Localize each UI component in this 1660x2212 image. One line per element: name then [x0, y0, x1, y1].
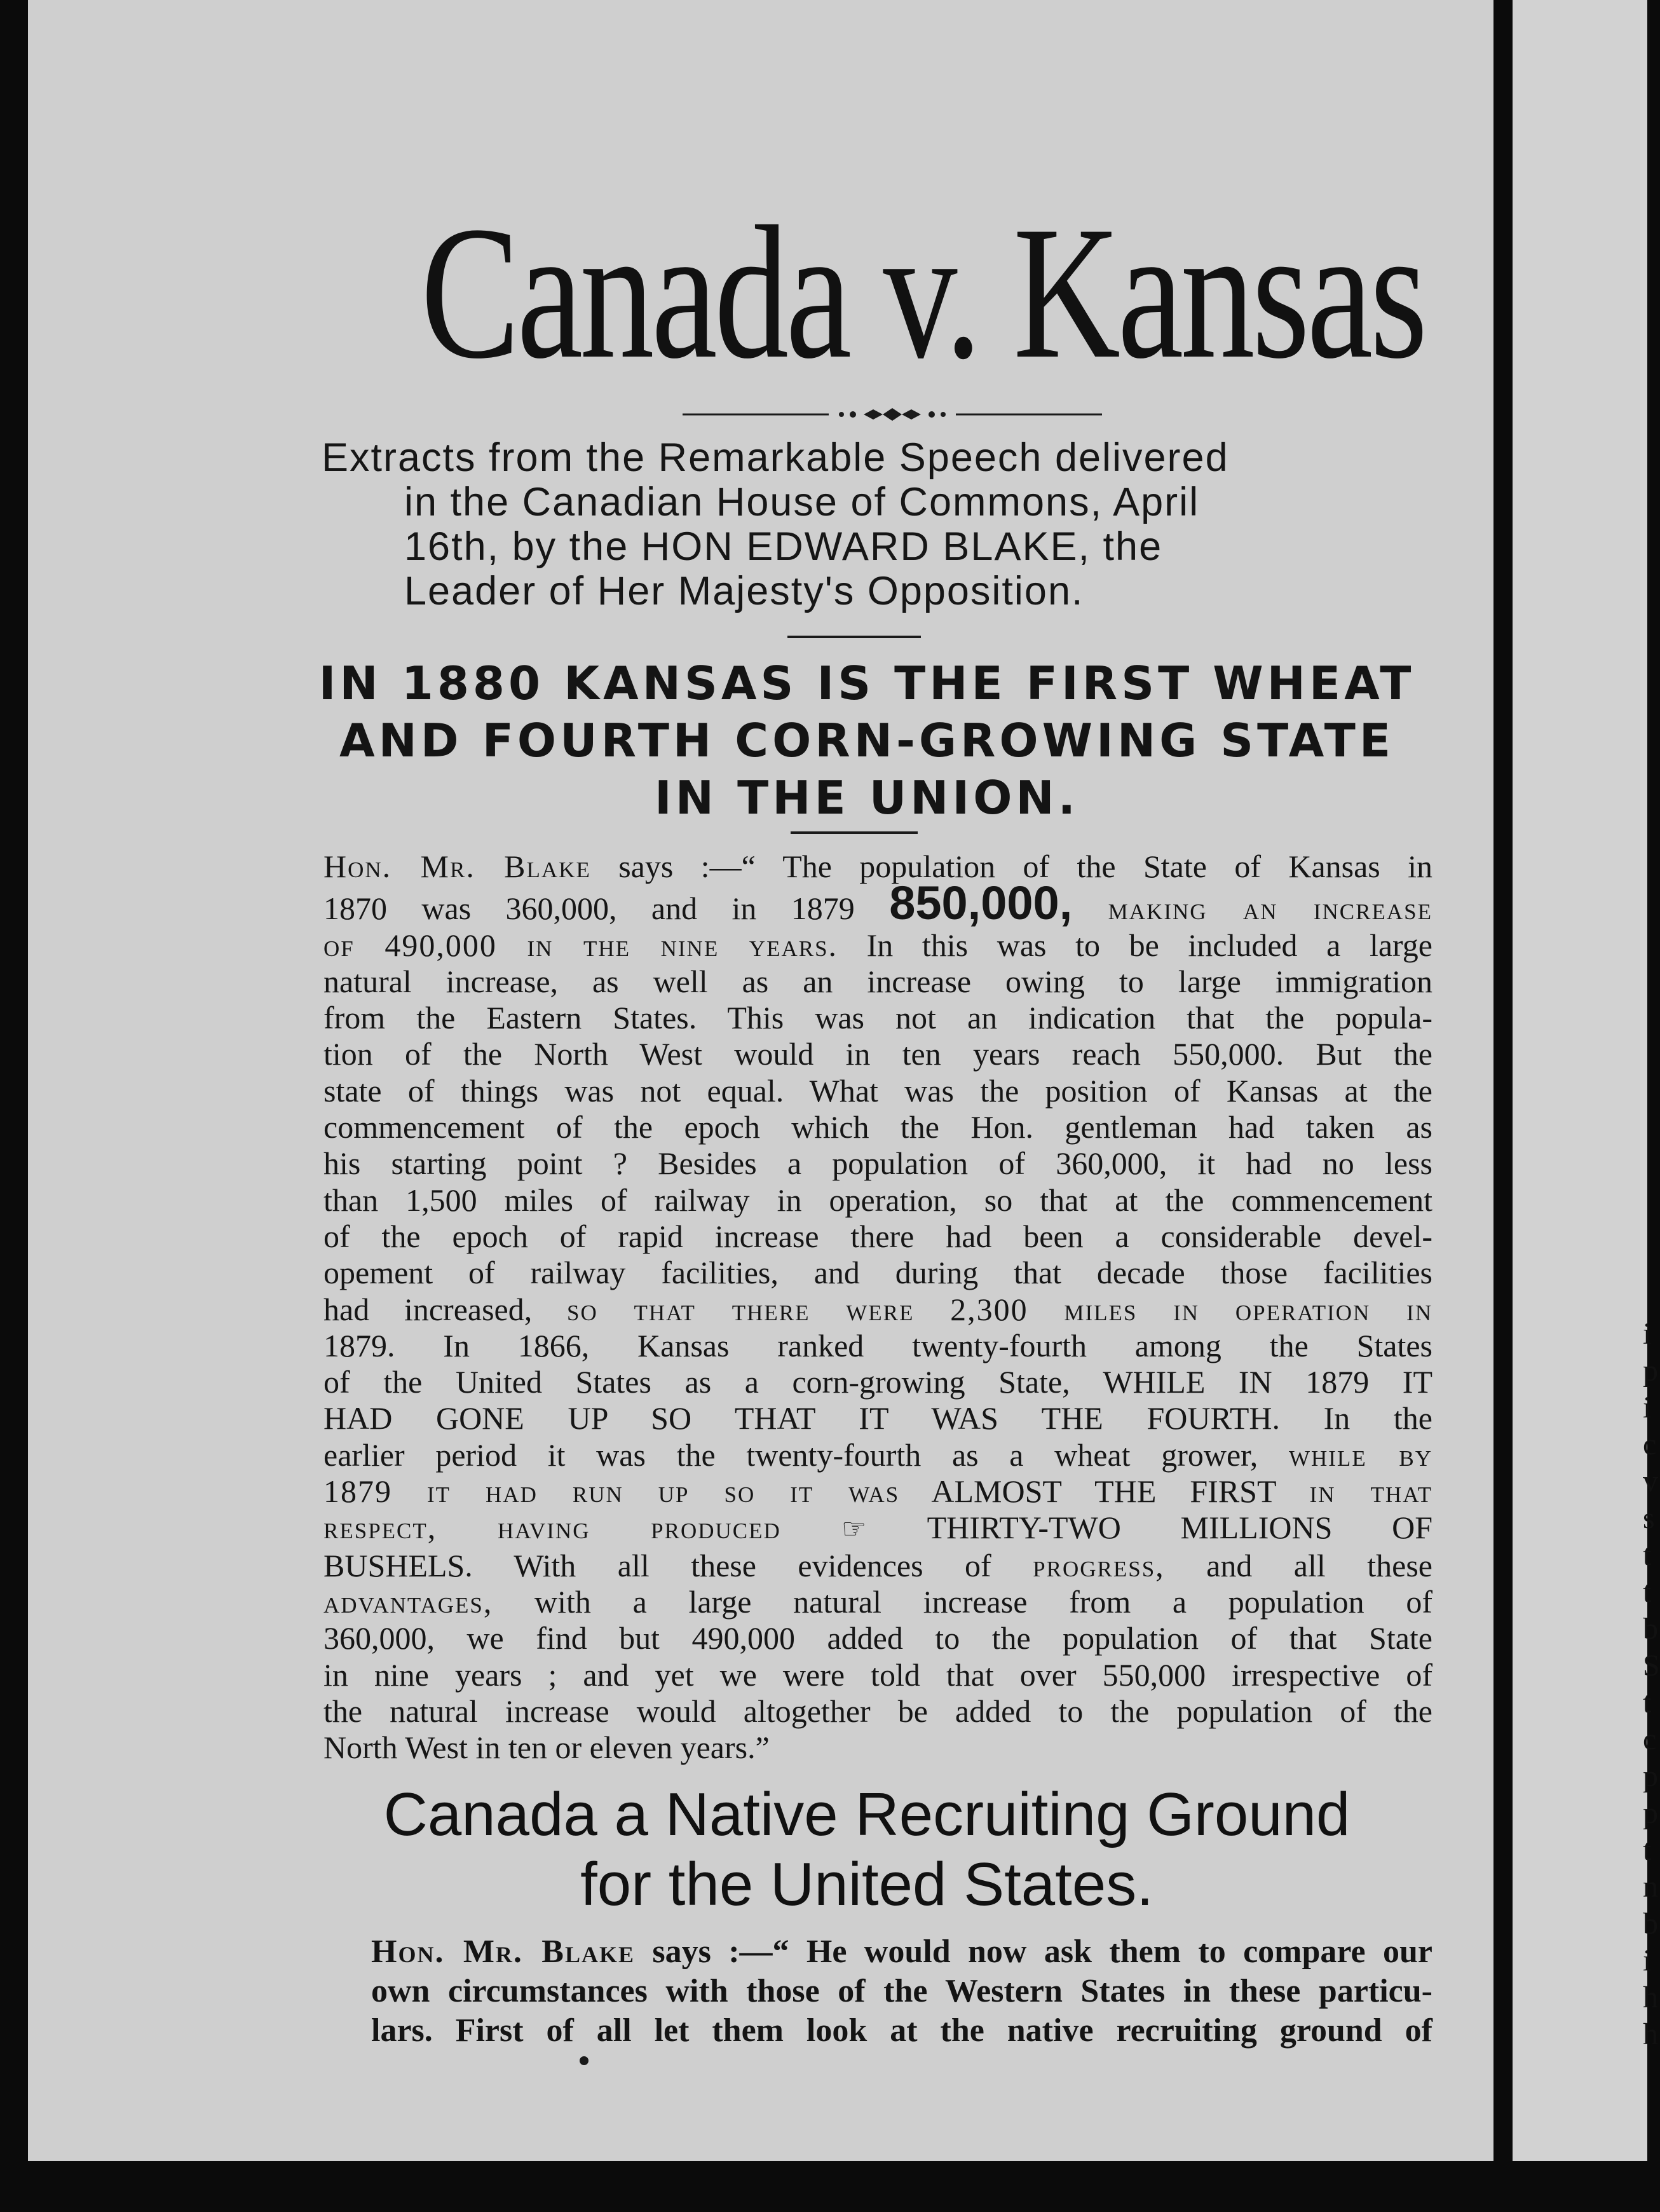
text-line	[323, 1109, 1432, 1145]
cropped-letter: v	[1643, 1464, 1658, 1498]
cropped-letter: h	[1643, 2017, 1658, 2051]
cropped-letter: c	[1643, 1428, 1657, 1461]
cropped-letter: S	[1643, 1649, 1660, 1683]
text-run: THIRTY-TWO MILLIONS OF	[927, 1510, 1432, 1546]
cropped-letter: b	[1643, 1907, 1658, 1941]
cropped-letter: t	[1643, 1686, 1652, 1719]
cropped-letter: p	[1643, 1759, 1658, 1793]
text-run: tion of the North West would in ten years reach 550,000. But the	[323, 1036, 1432, 1072]
text-run: 850,000,	[889, 877, 1073, 930]
text-line	[323, 1073, 1432, 1109]
cropped-letter: i	[1643, 1391, 1652, 1424]
text-run: with a large natural increase from a population of	[493, 1583, 1432, 1620]
body-paragraph-kansas	[323, 849, 1432, 1766]
text-run: says :—“ The population of the State of Kansas in	[590, 849, 1432, 884]
text-run: in that	[1309, 1473, 1432, 1510]
text-run: and all these	[1164, 1547, 1432, 1583]
text-line	[323, 1620, 1432, 1656]
subtitle-line: 16th, by the HON EDWARD BLAKE, the	[404, 524, 1163, 569]
text-run: of the epoch of rapid increase there had been a considerable devel-	[323, 1218, 1432, 1254]
section-heading	[295, 1780, 1439, 1920]
text-line	[323, 1000, 1432, 1036]
text-run: commencement of the epoch which the Hon. gentleman had taken as	[323, 1109, 1432, 1145]
text-run: earlier period it was the twenty-fourth as a wheat grower,	[323, 1437, 1289, 1473]
text-run: his starting point ? Besides a population of 360,000, it had no less	[323, 1145, 1432, 1182]
cropped-letter: c	[1643, 1723, 1657, 1756]
text-line	[323, 1437, 1432, 1473]
text-line	[323, 1510, 1432, 1547]
pointing-hand-icon: ☞	[780, 1513, 927, 1546]
text-run: Hon. Mr. Blake	[371, 1934, 635, 1970]
text-line	[323, 1219, 1432, 1255]
scan-border	[0, 2161, 1647, 2212]
section-heading-line: for the United States.	[580, 1850, 1153, 1918]
text-line	[323, 1364, 1432, 1400]
text-line	[323, 1182, 1432, 1219]
ink-dot	[580, 2056, 588, 2065]
text-run: BUSHELS. With all these evidences of	[323, 1547, 1033, 1583]
document-title: Canada v. Kansas	[421, 187, 1425, 398]
cropped-letter: t	[1643, 1575, 1652, 1609]
text-line	[323, 1255, 1432, 1291]
text-line	[323, 1473, 1432, 1510]
text-run: making an increase	[1072, 891, 1432, 927]
cropped-letter: s	[1643, 1501, 1655, 1535]
text-run: ALMOST THE FIRST	[899, 1473, 1310, 1510]
text-run: had increased,	[323, 1291, 567, 1327]
text-run: natural increase, as well as an increase owing to large immigration	[323, 963, 1432, 999]
text-run: the natural increase would altogether be added to the population of the	[323, 1693, 1432, 1729]
text-run: Hon. Mr. Blake	[323, 849, 591, 884]
text-run: of 490,000 in the nine years.	[323, 927, 838, 963]
text-line	[371, 1932, 1432, 1972]
headline-line: IN 1880 KANSAS IS THE FIRST WHEAT	[318, 657, 1415, 710]
divider-rule	[791, 831, 918, 834]
text-line	[323, 1693, 1432, 1730]
text-run: opement of railway facilities, and during that decade those facilities	[323, 1255, 1432, 1291]
subtitle	[322, 435, 1446, 613]
subtitle-line: Extracts from the Remarkable Speech delivered	[322, 435, 1229, 480]
text-line	[371, 2011, 1432, 2051]
text-run: 360,000, we find but 490,000 added to the population of that State	[323, 1620, 1432, 1656]
text-run: In this was to be included a large	[838, 927, 1432, 963]
text-line	[323, 1584, 1432, 1620]
adjacent-page-edge	[1513, 0, 1660, 2161]
text-run: 1879 it had run up so it was	[323, 1473, 900, 1510]
cropped-letter: n	[1643, 1870, 1658, 1904]
text-run: lars. First of all let them look at the native recruiting ground of	[371, 2012, 1432, 2049]
document-page	[28, 0, 1493, 2161]
cropped-letter: i	[1643, 1317, 1652, 1351]
text-line	[323, 964, 1432, 1000]
cropped-letter: b	[1643, 1612, 1658, 1646]
text-run: from the Eastern States. This was not an indication that the popula-	[323, 1000, 1432, 1036]
section-heading-line: Canada a Native Recruiting Ground	[383, 1780, 1350, 1848]
text-line	[323, 1400, 1432, 1437]
cropped-letter: t	[1643, 1538, 1652, 1572]
text-run: HAD GONE UP SO THAT IT WAS THE FOURTH. In the	[323, 1400, 1432, 1437]
text-line	[323, 877, 1432, 930]
text-line	[323, 1036, 1432, 1072]
text-line	[323, 1730, 1432, 1766]
body-paragraph-recruiting	[371, 1932, 1432, 2051]
subtitle-line: in the Canadian House of Commons, April	[404, 480, 1200, 524]
cropped-letter: i	[1643, 1944, 1652, 1977]
text-line	[323, 1328, 1432, 1364]
text-line	[371, 1972, 1432, 2011]
headline	[295, 655, 1439, 826]
text-line	[323, 1548, 1432, 1584]
text-run: state of things was not equal. What was the position of Kansas at the	[323, 1072, 1432, 1109]
text-run: so that there were 2,300 miles in operation in	[567, 1291, 1432, 1327]
text-run: says :—“ He would now ask them to compare our	[634, 1934, 1432, 1970]
text-run: of the United States as a corn-growing State, WHILE IN 1879 IT	[323, 1364, 1432, 1400]
text-run: than 1,500 miles of railway in operation, so that at the commencement	[323, 1182, 1432, 1218]
text-line	[323, 1657, 1432, 1693]
divider-rule	[787, 636, 921, 638]
text-run: own circumstances with those of the Western States in these particu-	[371, 1973, 1432, 2009]
text-run: while by	[1288, 1437, 1432, 1473]
text-line	[323, 1145, 1432, 1182]
headline-line: AND FOURTH CORN-GROWING STATE	[339, 714, 1395, 767]
text-line	[323, 927, 1432, 964]
text-line	[323, 849, 1432, 885]
cropped-letter: h	[1643, 1981, 1658, 2014]
text-run: progress,	[1033, 1547, 1165, 1583]
text-run: 1870 was 360,000, and in 1879	[323, 891, 890, 927]
text-line	[323, 1292, 1432, 1328]
text-run: 1879. In 1866, Kansas ranked twenty-fourth among the States	[323, 1327, 1432, 1363]
ornament-divider	[683, 407, 1102, 422]
text-run: respect, having produced	[323, 1510, 781, 1546]
cropped-letter: t	[1643, 1833, 1652, 1867]
headline-line: IN THE UNION.	[654, 771, 1080, 824]
text-run: North West in ten or eleven years.”	[323, 1730, 770, 1766]
text-run: in nine years ; and yet we were told that over 550,000 irrespective of	[323, 1656, 1432, 1693]
cropped-letter: p	[1643, 1354, 1658, 1388]
text-run: advantages,	[323, 1583, 493, 1620]
cropped-letter: p	[1643, 1796, 1658, 1830]
subtitle-line: Leader of Her Majesty's Opposition.	[404, 569, 1084, 613]
